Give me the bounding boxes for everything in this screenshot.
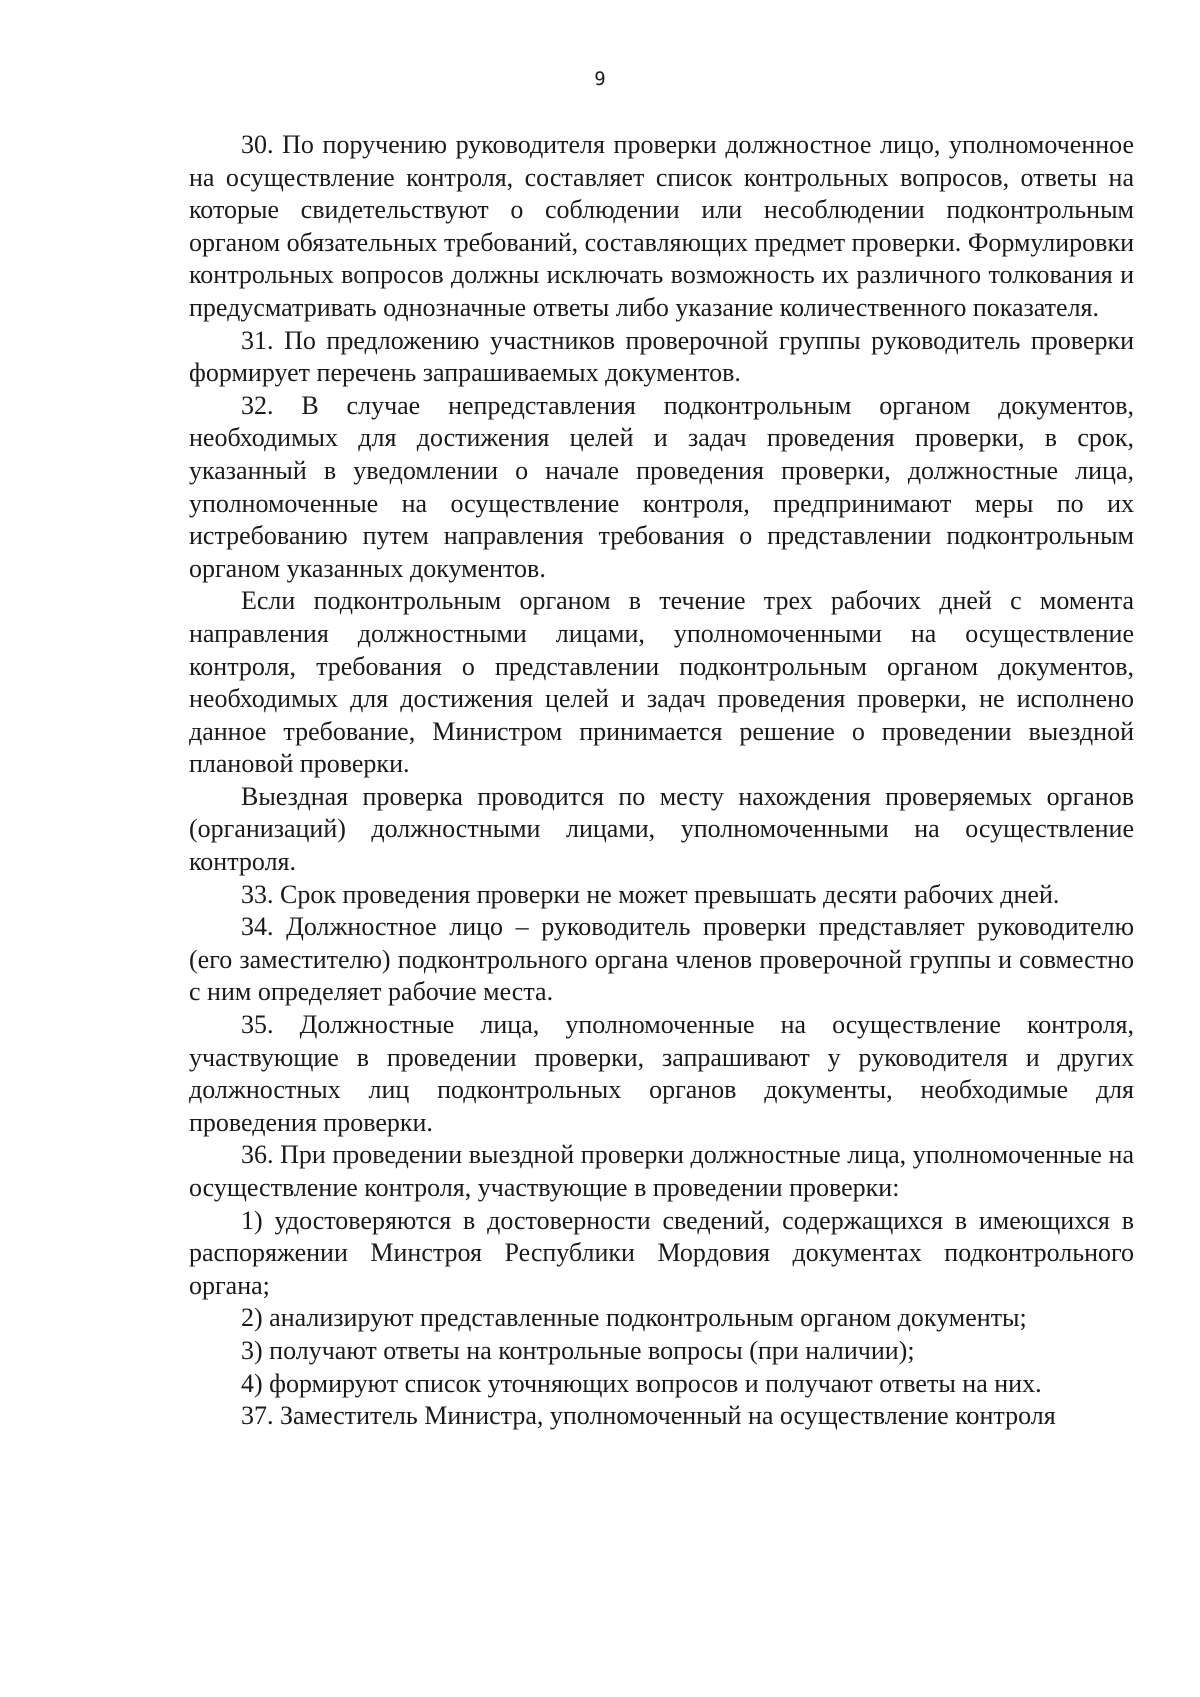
- paragraph-30: 30. По поручению руководителя проверки должностное лицо, уполномоченное на осуществление контроля, составляет список контрольных вопросов, ответы на которые свидетельствуют о соблюдении или несоблюдении подконтрольным органом обязательных требований, составляющих предмет проверки. Формулировки контрольных вопросов должны исключать возможность их различного толкования и предусматривать однозначные ответы либо указание количественного показателя.: [189, 130, 1134, 322]
- paragraph-31: 31. По предложению участников проверочной группы руководитель проверки формирует перечень запрашиваемых документов.: [189, 325, 1134, 388]
- list-item-2: 2) анализируют представленные подконтрольным органом документы;: [241, 1303, 1027, 1333]
- paragraph-34: 34. Должностное лицо – руководитель проверки представляет руководителю (его заместителю) подконтрольного органа членов проверочной группы и совместно с ним определяет рабочие места.: [189, 912, 1134, 1007]
- paragraph-32-continued: Если подконтрольным органом в течение трех рабочих дней с момента направления должностными лицами, уполномоченными на осуществление контроля, требования о представлении подконтрольным органом документов, необходимых для достижения целей и задач проведения проверки, не исполнено данное требование, Министром принимается решение о проведении выездной плановой проверки.: [189, 586, 1134, 779]
- page-number: 9: [594, 68, 606, 90]
- list-item-3: 3) получают ответы на контрольные вопросы (при наличии);: [241, 1335, 915, 1365]
- paragraph-33: 33. Срок проведения проверки не может превышать десяти рабочих дней.: [241, 879, 1060, 909]
- paragraph-35: 35. Должностные лица, уполномоченные на осуществление контроля, участвующие в проведении проверки, запрашивают у руководителя и других должностных лиц подконтрольных органов документы, необходимые для проведения проверки.: [189, 1010, 1134, 1137]
- paragraph-36: 36. При проведении выездной проверки должностные лица, уполномоченные на осуществление контроля, участвующие в проведении проверки:: [189, 1140, 1134, 1202]
- paragraph-32: 32. В случае непредставления подконтрольным органом документов, необходимых для достижения целей и задач проведения проверки, в срок, указанный в уведомлении о начале проведения проверки, должностные лица, уполномоченные на осуществление контроля, предпринимают меры по их истребованию путем направления требования о представлении подконтрольным органом указанных документов.: [189, 390, 1134, 583]
- document-body: [189, 129, 1134, 1433]
- paragraph-37: 37. Заместитель Министра, уполномоченный на осуществление контроля: [241, 1401, 1056, 1431]
- list-item-4: 4) формируют список уточняющих вопросов и получают ответы на них.: [241, 1368, 1042, 1398]
- paragraph-on-site-inspection: Выездная проверка проводится по месту нахождения проверяемых органов (организаций) должностными лицами, уполномоченными на осуществление контроля.: [189, 781, 1134, 877]
- list-item-1: 1) удостоверяются в достоверности сведений, содержащихся в имеющихся в распоряжении Минстроя Республики Мордовия документах подконтрольного органа;: [189, 1205, 1134, 1300]
